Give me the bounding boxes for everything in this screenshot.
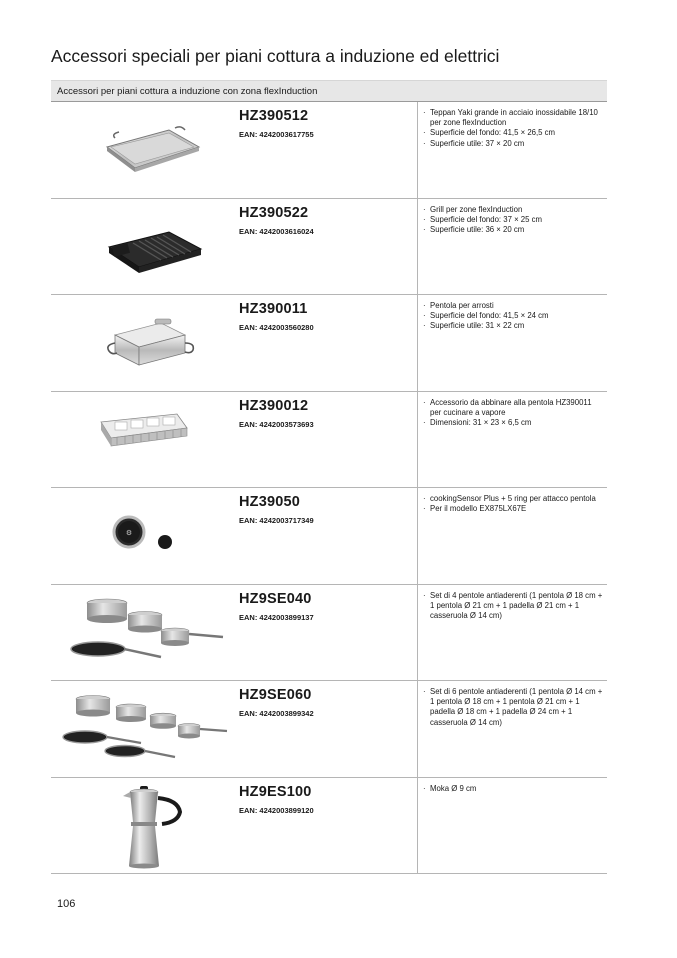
product-row [51,681,607,778]
product-row [51,488,607,585]
cooking-sensor-image [51,488,233,584]
svg-text:⚙: ⚙ [125,529,133,537]
pan-set-4-image [51,585,233,681]
product-table [51,102,607,874]
spec-item: · Superficie del fondo: 41,5 × 26,5 cm [423,128,603,138]
product-specs [417,681,607,777]
spec-item: · Superficie utile: 37 × 20 cm [423,139,603,149]
spec-item: · Grill per zone flexInduction [423,205,603,215]
spec-item: · Accessorio da abbinare alla pentola HZ390011 per cucinare a vapore [423,398,603,418]
page-number: 106 [57,898,76,910]
product-row [51,295,607,392]
product-row [51,392,607,489]
product-model: HZ390512 [239,108,309,124]
product-ean: EAN: 4242003616024 [239,226,314,236]
product-ean: EAN: 4242003717349 [239,516,314,525]
product-ean: EAN: 4242003899342 [239,709,314,718]
spec-item: · Superficie utile: 36 × 20 cm [423,225,603,235]
spec-item: · Superficie utile: 31 × 22 cm [423,321,603,331]
moka-pot-image [51,778,233,874]
product-model: HZ9SE060 [239,687,312,703]
product-row [51,199,607,296]
product-specs [417,295,607,391]
product-specs [417,102,607,198]
product-model: HZ390522 [239,204,309,221]
steamer-insert-image [51,392,233,488]
product-ean: EAN: 4242003617755 [239,130,314,139]
product-ean: EAN: 4242003899120 [239,805,314,815]
product-row [51,585,607,682]
section-header: Accessori per piani cottura a induzione con zona flexInduction [51,80,607,102]
product-ean: EAN: 4242003573693 [239,419,314,429]
product-model: HZ390012 [239,397,309,414]
teppan-yaki-plate-image [51,102,233,198]
product-specs [417,778,607,874]
grill-plate-image [51,199,233,295]
product-model: HZ9ES100 [239,783,312,800]
pan-set-6-image [51,681,233,777]
roasting-pan-image [51,295,233,391]
spec-item: · Set di 4 pentole antiaderenti (1 pentola Ø 18 cm + 1 pentola Ø 21 cm + 1 padella Ø 21 cm + 1 casseruola Ø 14 cm) [423,591,603,622]
product-row [51,778,607,875]
product-specs [417,585,607,681]
product-model: HZ9SE040 [239,590,312,607]
spec-item: · cookingSensor Plus + 5 ring per attacco pentola [423,494,603,504]
spec-item: · Superficie del fondo: 41,5 × 24 cm [423,311,603,321]
product-row [51,102,607,199]
spec-item: · Superficie del fondo: 37 × 25 cm [423,215,603,225]
page-title: Accessori speciali per piani cottura a induzione ed elettrici [51,46,500,66]
product-model: HZ39050 [239,494,301,510]
spec-item: · Teppan Yaki grande in acciaio inossidabile 18/10 per zone flexInduction [423,108,603,128]
product-specs [417,199,607,295]
product-specs [417,488,607,584]
product-specs [417,392,607,488]
product-ean: EAN: 4242003899137 [239,612,314,622]
spec-item: · Pentola per arrosti [423,301,603,311]
spec-item: · Dimensioni: 31 × 23 × 6,5 cm [423,418,603,428]
spec-item: · Set di 6 pentole antiaderenti (1 pentola Ø 14 cm + 1 pentola Ø 18 cm + 1 pentola Ø 21 cm + 1 padella Ø 18 cm + 1 padella Ø 24 cm + 1 casseruola Ø 14 cm) [423,687,603,728]
product-model: HZ390011 [239,301,308,317]
spec-item: · Per il modello EX875LX67E [423,504,603,514]
spec-item: · Moka Ø 9 cm [423,784,603,794]
product-ean: EAN: 4242003560280 [239,323,314,332]
